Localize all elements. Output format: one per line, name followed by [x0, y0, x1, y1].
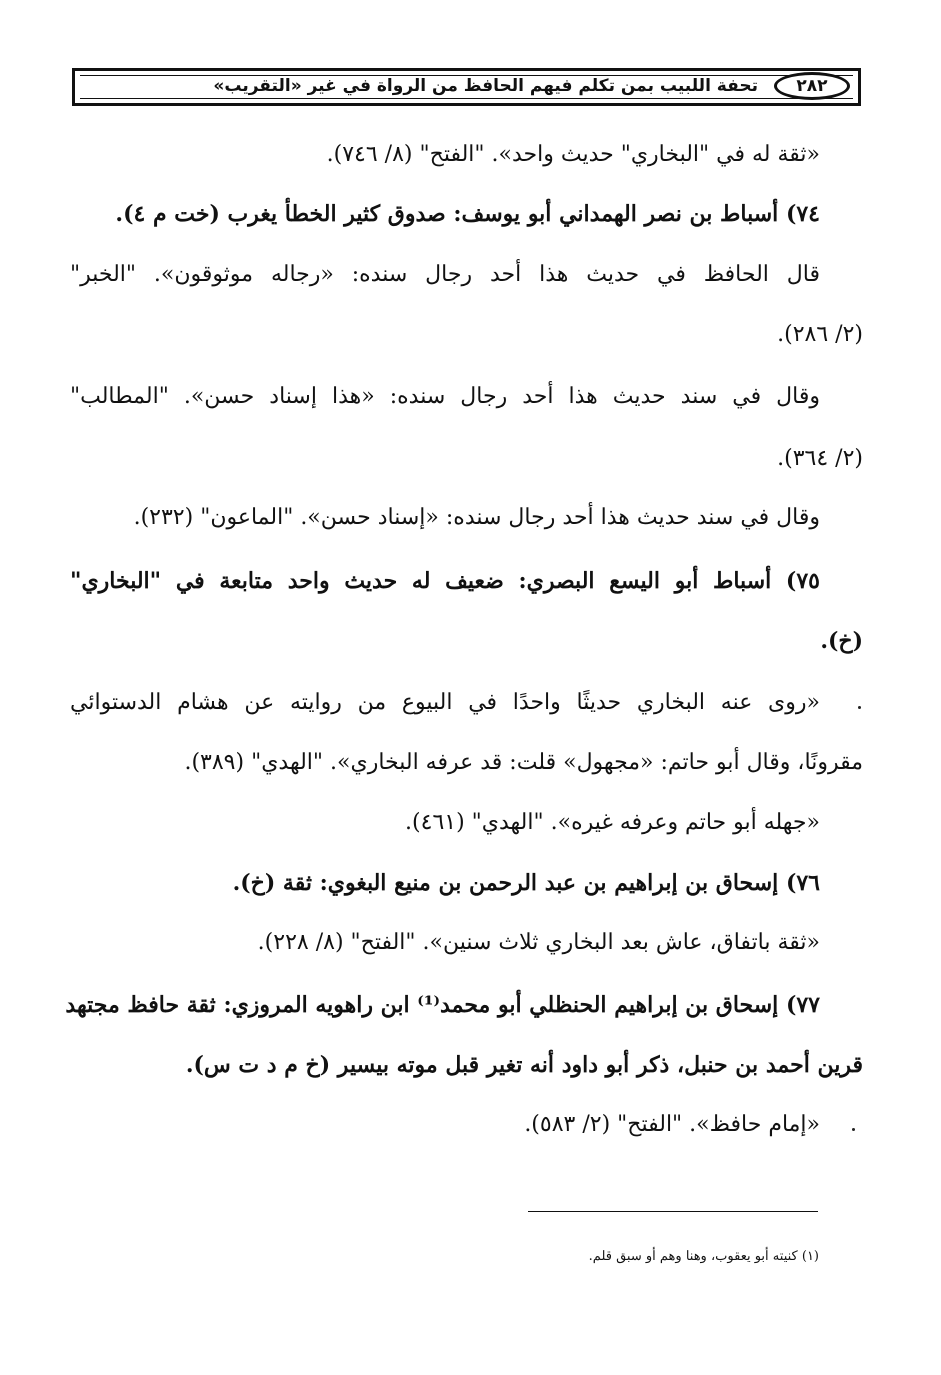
text-line: «ثقة باتفاق، عاش بعد البخاري ثلاث سنين». "الفتح" (٨/ ٢٢٨). [257, 930, 820, 955]
entry-76-heading: ٧٦) إسحاق بن إبراهيم بن عبد الرحمن بن منيع البغوي: ثقة (خ). [232, 870, 820, 896]
margin-mark [858, 706, 861, 709]
footnote: (١) كنيته أبو يعقوب، وهنا وهم أو سبق قلم. [588, 1249, 819, 1264]
footnote-separator [528, 1211, 818, 1212]
entry-74-heading: ٧٤) أسباط بن نصر الهمداني أبو يوسف: صدوق كثير الخطأ يغرب (خت م ٤). [115, 201, 820, 227]
entry-77-heading: ٧٧) إسحاق بن إبراهيم الحنظلي أبو محمد⁽¹⁾ ابن راهويه المروزي: ثقة حافظ مجتهد [65, 992, 820, 1018]
text-line: «جهله أبو حاتم وعرفه غيره». "الهدي" (٤٦١). [405, 810, 820, 835]
text-line: «إمام حافظ». "الفتح" (٢/ ٥٨٣). [524, 1112, 820, 1137]
text-line: قرين أحمد بن حنبل، ذكر أبو داود أنه تغير قبل موته بيسير (خ م د ت س). [185, 1052, 863, 1078]
text-line: وقال في سند حديث هذا أحد رجال سنده: «إسناد حسن». "الماعون" (٢٣٢). [133, 505, 820, 530]
text-line: (خ). [820, 628, 863, 654]
text-line: (٢/ ٣٦٤). [777, 446, 863, 471]
text-line: وقال في سند حديث هذا أحد رجال سنده: «هذا إسناد حسن». "المطالب" [70, 384, 820, 409]
text-line: مقرونًا، وقال أبو حاتم: «مجهول» قلت: قد عرفه البخاري». "الهدي" (٣٨٩). [184, 750, 863, 775]
running-header [72, 68, 861, 106]
book-title: تحفة اللبيب بمن تكلم فيهم الحافظ من الرواة في غير «التقريب» [213, 76, 758, 96]
text-line: (٢/ ٢٨٦). [777, 322, 863, 347]
text-line: «ثقة له في "البخاري" حديث واحد». "الفتح" (٨/ ٧٤٦). [326, 142, 820, 167]
text-line: قال الحافظ في حديث هذا أحد رجال سنده: «رجاله موثوقون». "الخبر" [70, 262, 820, 287]
entry-75-heading: ٧٥) أسباط أبو اليسع البصري: ضعيف له حديث واحد متابعة في "البخاري" [70, 568, 820, 594]
margin-mark [852, 1128, 855, 1131]
text-line: «روى عنه البخاري حديثًا واحدًا في البيوع من روايته عن هشام الدستوائي [70, 690, 820, 715]
page-number: ٢٨٢ [774, 72, 850, 100]
